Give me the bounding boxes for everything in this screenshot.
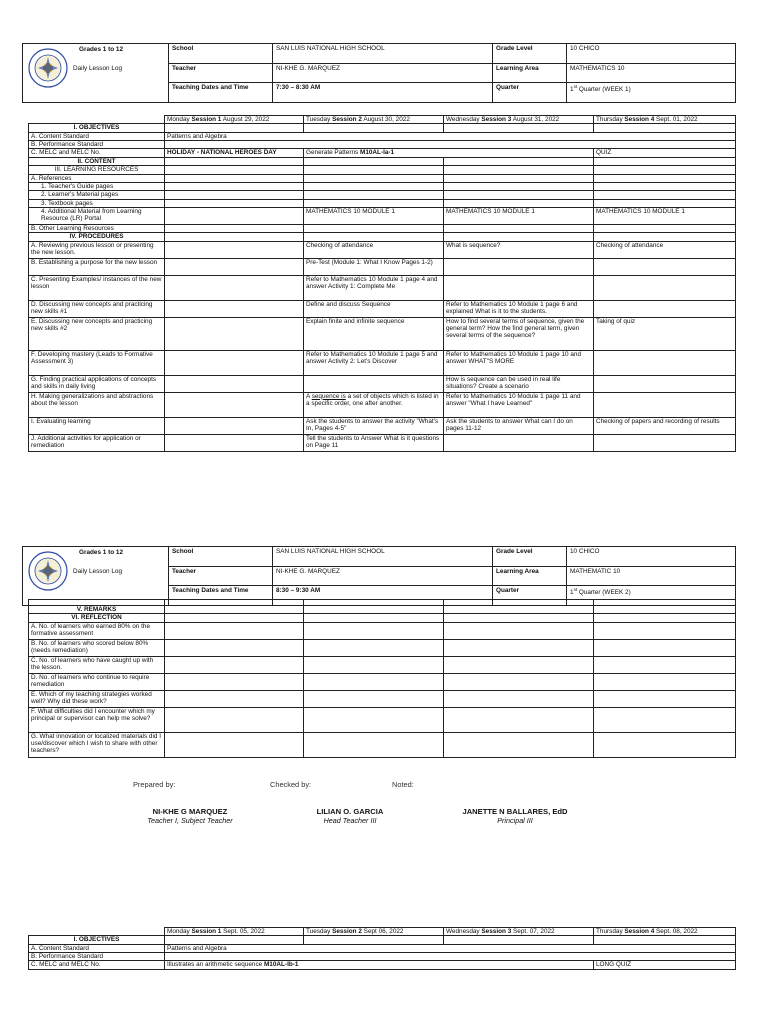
noted-name: JANETTE N BALLARES, EdD: [462, 807, 568, 816]
cell: Tell the students to Answer What is it questions on Page 11: [304, 434, 444, 451]
grades-label: Grades 1 to 12: [79, 549, 124, 556]
cell: Patterns and Algebra: [165, 132, 736, 140]
quarter-label: Quarter: [493, 586, 567, 606]
session-header: Thursday Session 4 Sept. 08, 2022: [594, 928, 736, 936]
noted-label: Noted:: [392, 780, 414, 789]
objectives-heading: I. OBJECTIVES: [29, 936, 165, 944]
teacher-label: Teacher: [169, 566, 273, 586]
objectives-heading: I. OBJECTIVES: [29, 124, 165, 132]
reflection-grid: [28, 599, 736, 758]
cell: Patterns and Algebra: [165, 944, 736, 952]
cell: Taking of quiz: [594, 317, 736, 350]
lesson-grid-week1: [28, 115, 736, 452]
cell: Ask the students to answer What can I do on pages 11-12: [444, 417, 594, 434]
grade-level-value: 10 CHICO: [567, 547, 736, 567]
dll-header-week1: [22, 43, 736, 103]
row-label: 2. Learner's Material pages: [29, 191, 165, 199]
deped-seal-icon: [28, 48, 68, 88]
row-label: C. Presenting Examples/ instances of the new lesson: [29, 275, 165, 300]
row-label: 3. Textbook pages: [29, 199, 165, 207]
row-label: D. No. of learners who continue to require remediation: [29, 673, 165, 690]
row-label: A. Content Standard: [29, 132, 165, 140]
row-label: J. Additional activities for application or remediation: [29, 434, 165, 451]
row-label: A. Content Standard: [29, 944, 165, 952]
cell: Illustrates an arithmetic sequence M10AL-Ib-1: [165, 961, 594, 969]
cell: How is sequence can be used in real life situations? Create a scenario: [444, 375, 594, 392]
row-label: E. Which of my teaching strategies worked well? Why did these work?: [29, 690, 165, 707]
cell: How to find several terms of sequence, given the general term? How the find general term, given several terms of the sequence?: [444, 317, 594, 350]
school-value: SAN LUIS NATIONAL HIGH SCHOOL: [273, 547, 493, 567]
remarks-heading: V. REMARKS: [29, 606, 165, 614]
teaching-time-value: 7:30 – 8:30 AM: [273, 83, 493, 103]
school-value: SAN LUIS NATIONAL HIGH SCHOOL: [273, 44, 493, 64]
session-header: Tuesday Session 2 Sept 06, 2022: [304, 928, 444, 936]
reflection-heading: VI. REFLECTION: [29, 614, 165, 622]
teacher-value: NI-KHE G. MARQUEZ: [273, 63, 493, 83]
cell: QUIZ: [594, 149, 736, 157]
cell: MATHEMATICS 10 MODULE 1: [444, 207, 594, 224]
prepared-by-label: Prepared by:: [133, 780, 176, 789]
learning-area-value: MATHEMATIC 10: [567, 566, 736, 586]
teacher-value: NI-KHE G. MARQUEZ: [273, 566, 493, 586]
session-header: Monday Session 1 August 29, 2022: [165, 116, 304, 124]
row-label: B. Establishing a purpose for the new lesson: [29, 258, 165, 275]
cell: Checking of papers and recording of results: [594, 417, 736, 434]
teaching-dates-label: Teaching Dates and Time: [169, 586, 273, 606]
cell: Generate Patterns M10AL-Ia-1: [304, 149, 594, 157]
row-label: A. No. of learners who earned 80% on the formative assessment: [29, 622, 165, 639]
row-label: B. No. of learners who scored below 80% (needs remediation): [29, 639, 165, 656]
row-label: B. Performance Standard: [29, 953, 165, 961]
cell: What is sequence?: [444, 241, 594, 258]
prepared-position: Teacher I, Subject Teacher: [147, 815, 233, 825]
school-label: School: [169, 547, 273, 567]
row-label: D. Discussing new concepts and practicing new skills #1: [29, 300, 165, 317]
cell: MATHEMATICS 10 MODULE 1: [304, 207, 444, 224]
checked-name: LILIAN O. GARCIA: [316, 807, 384, 816]
grade-level-value: 10 CHICO: [567, 44, 736, 64]
checked-by-label: Checked by:: [270, 780, 312, 789]
cell: Checking of attendance: [304, 241, 444, 258]
cell: Explain finite and infinite sequence: [304, 317, 444, 350]
checked-position: Head Teacher III: [323, 815, 377, 825]
school-label: School: [169, 44, 273, 64]
deped-logo-cell: [23, 547, 169, 606]
cell: Ask the students to answer the activity "What's In, Pages 4-5": [304, 417, 444, 434]
teacher-label: Teacher: [169, 63, 273, 83]
quarter-value: 1st Quarter (WEEK 1): [567, 83, 736, 103]
row-label: 1. Teacher's Guide pages: [29, 182, 165, 190]
lesson-grid-week2: [28, 927, 736, 970]
procedures-heading: IV. PROCEDURES: [29, 233, 165, 241]
deped-seal-icon: [28, 551, 68, 591]
quarter-label: Quarter: [493, 83, 567, 103]
cell: Refer to Mathematics 10 Module 1 page 4 and answer Activity 1: Complete Me: [304, 275, 444, 300]
row-label: C. MELC and MELC No.: [29, 149, 165, 157]
prepared-signature: [110, 808, 270, 825]
grade-level-label: Grade Level: [493, 547, 567, 567]
dll-title: Daily Lesson Log: [73, 65, 123, 72]
cell: MATHEMATICS 10 MODULE 1: [594, 207, 736, 224]
row-label: E. Discussing new concepts and practicing new skills #2: [29, 317, 165, 350]
teaching-time-value: 8:30 – 9:30 AM: [273, 586, 493, 606]
learning-area-label: Learning Area: [493, 566, 567, 586]
session-header: Wednesday Session 3 Sept. 07, 2022: [444, 928, 594, 936]
cell: A sequence is a set of objects which is listed in a specific order, one after another.: [304, 392, 444, 417]
grades-label: Grades 1 to 12: [79, 46, 124, 53]
row-label: H. Making generalizations and abstractions about the lesson: [29, 392, 165, 417]
row-label: C. No. of learners who have caught up with the lesson.: [29, 656, 165, 673]
cell: Refer to Mathematics 10 Module 1 page 11 and answer "What I have Learned": [444, 392, 594, 417]
row-label: B. Performance Standard: [29, 141, 165, 149]
row-label: I. Evaluating learning: [29, 417, 165, 434]
session-header: Wednesday Session 3 August 31, 2022: [444, 116, 594, 124]
row-label: 4. Additional Material from Learning Resource (LR) Portal: [29, 207, 165, 224]
noted-signature: [440, 808, 590, 825]
dll-header-week2: [22, 546, 736, 606]
teaching-dates-label: Teaching Dates and Time: [169, 83, 273, 103]
noted-position: Principal III: [497, 815, 533, 825]
row-label: G. Finding practical applications of concepts and skills in daily living: [29, 375, 165, 392]
row-label: A. Reviewing previous lesson or presenting the new lesson.: [29, 241, 165, 258]
cell: Define and discuss Sequence: [304, 300, 444, 317]
quarter-value: 1st Quarter (WEEK 2): [567, 586, 736, 606]
cell: Refer to Mathematics 10 Module 1 page 6 and explained What is it to the students.: [444, 300, 594, 317]
cell: Refer to Mathematics 10 Module 1 page 5 and answer Activity 2: Let's Discover: [304, 350, 444, 375]
holiday-cell: HOLIDAY - NATIONAL HEROES DAY: [165, 149, 304, 157]
row-label: C. MELC and MELC No.: [29, 961, 165, 969]
dll-title: Daily Lesson Log: [73, 568, 123, 575]
row-label: G. What innovation or localized materials did I use/discover which I wish to share with other teachers?: [29, 732, 165, 757]
cell: Checking of attendance: [594, 241, 736, 258]
cell: Refer to Mathematics 10 Module 1 page 10 and answer WHAT"S MORE: [444, 350, 594, 375]
deped-logo-cell: [23, 44, 169, 103]
row-label: A. References: [29, 174, 165, 182]
row-label: F. Developing mastery (Leads to Formative Assessment 3): [29, 350, 165, 375]
prepared-name: NI-KHE G MARQUEZ: [152, 807, 228, 816]
lr-heading: III. LEARNING RESOURCES: [29, 166, 165, 174]
checked-signature: [280, 808, 420, 825]
row-label: B. Other Learning Resources: [29, 224, 165, 232]
grade-level-label: Grade Level: [493, 44, 567, 64]
cell: LONG QUIZ: [594, 961, 736, 969]
session-header: Monday Session 1 Sept. 05, 2022: [165, 928, 304, 936]
session-header: Thursday Session 4 Sept. 01, 2022: [594, 116, 736, 124]
cell: Pre-Test (Module 1: What I Know Pages 1-2): [304, 258, 444, 275]
session-header: Tuesday Session 2 August 30, 2022: [304, 116, 444, 124]
learning-area-label: Learning Area: [493, 63, 567, 83]
learning-area-value: MATHEMATICS 10: [567, 63, 736, 83]
content-heading: II. CONTENT: [29, 157, 165, 165]
row-label: F. What difficulties did I encounter which my principal or supervisor can help me solve?: [29, 707, 165, 732]
